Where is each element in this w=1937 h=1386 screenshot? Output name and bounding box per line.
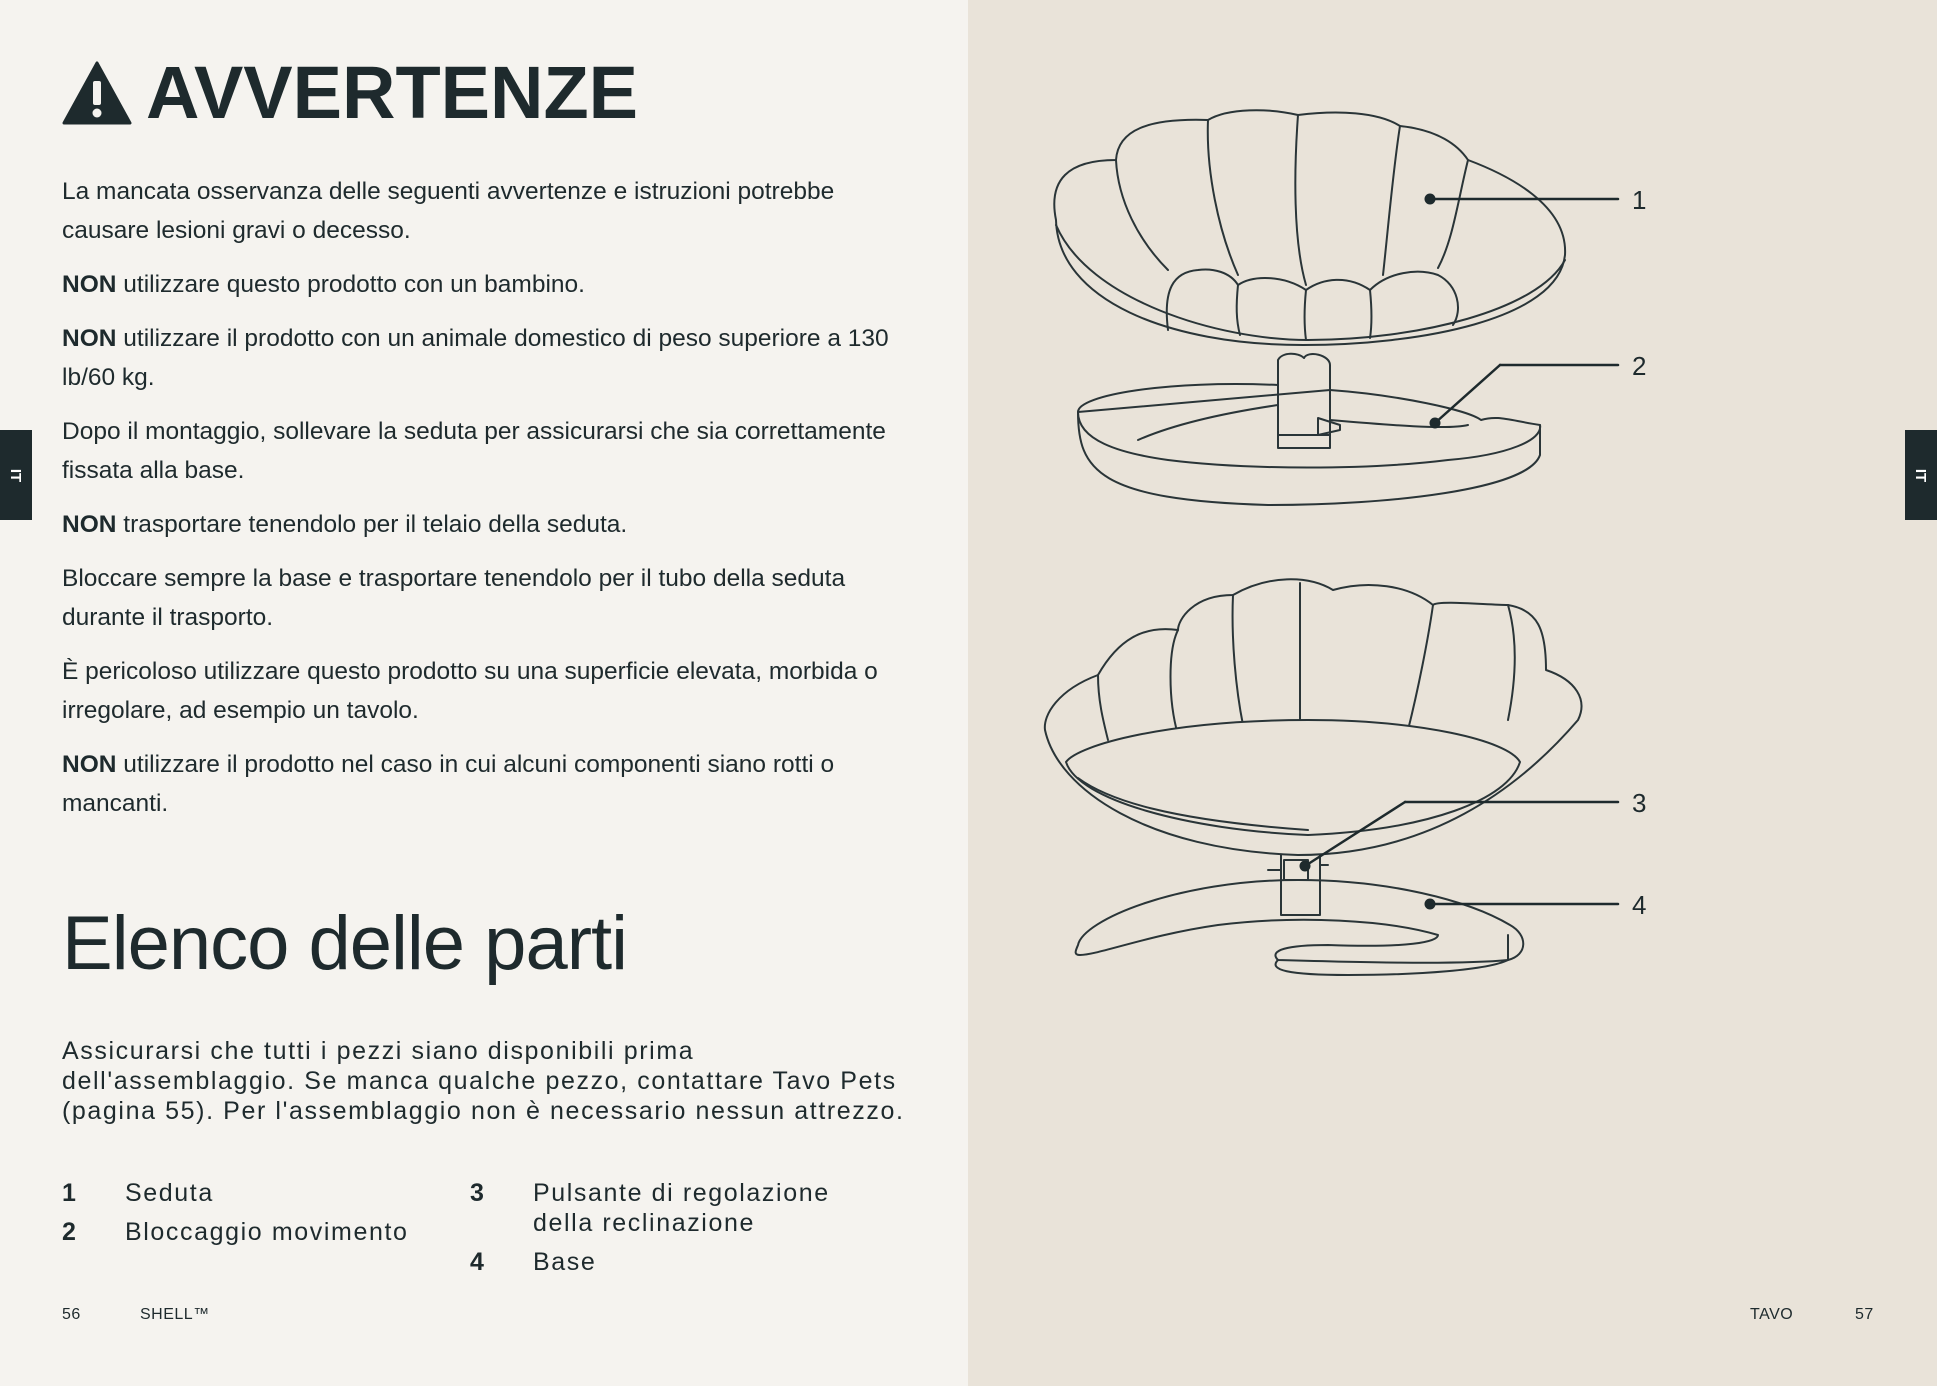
warning-text: È pericoloso utilizzare questo prodotto su una superficie elevata, morbida o irregolare, ad esempio un tavolo.: [62, 658, 878, 724]
callout-label-4: 4: [1632, 890, 1647, 920]
left-page: [0, 0, 968, 1386]
warning-text: trasportare tenendolo per il telaio della seduta.: [116, 511, 628, 538]
page-number: 56: [62, 1306, 81, 1323]
part-label: Bloccaggio movimento: [125, 1218, 409, 1246]
language-tab: [0, 430, 32, 520]
part-number: 3: [470, 1179, 486, 1207]
part-label: Base: [533, 1248, 597, 1276]
product-name: SHELL™: [140, 1306, 210, 1323]
warning-item: [62, 559, 902, 637]
list-item: [62, 1178, 462, 1208]
warning-item: [62, 505, 902, 544]
parts-intro: Assicurarsi che tutti i pezzi siano disponibili prima dell'assemblaggio. Se manca qualche pezzo, contattare Tavo Pets (pagina 55). Per l'assemblaggio non è necessario nessun attrezzo.: [62, 1037, 905, 1125]
page-number: 57: [1855, 1306, 1874, 1323]
part-number: 1: [62, 1179, 78, 1207]
warnings-body: [62, 172, 902, 838]
brand-name: TAVO: [1750, 1306, 1794, 1323]
warning-emphasis: NON: [62, 271, 117, 298]
callout-label-3: 3: [1632, 788, 1647, 818]
part-label: Seduta: [125, 1179, 214, 1207]
language-tab-label: IT: [7, 468, 25, 482]
warning-emphasis: NON: [62, 325, 117, 352]
warning-item: [62, 319, 902, 397]
warning-text: utilizzare questo prodotto con un bambino.: [116, 271, 585, 298]
part-number: 2: [62, 1218, 78, 1246]
warning-item: [62, 412, 902, 490]
part-label: Pulsante di regolazione della reclinazione: [533, 1179, 830, 1237]
seat-illustration-bottom: [1045, 579, 1582, 975]
callout-label-2: 2: [1632, 351, 1647, 381]
warnings-intro: La mancata osservanza delle seguenti avvertenze e istruzioni potrebbe causare lesioni gravi o decesso.: [62, 178, 835, 244]
warning-emphasis: NON: [62, 751, 117, 778]
list-item: [62, 1217, 462, 1247]
warning-triangle-icon: [62, 61, 132, 125]
warnings-title: AVVERTENZE: [146, 51, 639, 134]
warning-item: [62, 652, 902, 730]
language-tab-label: IT: [1912, 468, 1930, 482]
parts-list-column-2: [470, 1178, 890, 1286]
parts-list-column-1: [62, 1178, 462, 1256]
warning-text: Dopo il montaggio, sollevare la seduta per assicurarsi che sia correttamente fissata alla base.: [62, 418, 886, 484]
right-page: [968, 0, 1937, 1386]
warning-text: utilizzare il prodotto nel caso in cui alcuni componenti siano rotti o mancanti.: [62, 751, 835, 817]
warning-item: [62, 745, 902, 823]
warning-text: utilizzare il prodotto con un animale domestico di peso superiore a 130 lb/60 kg.: [62, 325, 889, 391]
parts-title: Elenco delle parti: [62, 901, 628, 986]
part-number: 4: [470, 1248, 486, 1276]
warnings-heading: [62, 51, 639, 134]
warning-text: Bloccare sempre la base e trasportare tenendolo per il tubo della seduta durante il trasporto.: [62, 565, 846, 631]
product-diagram: [968, 0, 1937, 1000]
list-item: [470, 1247, 890, 1277]
callout-label-1: 1: [1632, 185, 1647, 215]
list-item: [470, 1178, 890, 1238]
seat-illustration-top: [1054, 110, 1565, 505]
warning-emphasis: NON: [62, 511, 117, 538]
warning-item: [62, 265, 902, 304]
